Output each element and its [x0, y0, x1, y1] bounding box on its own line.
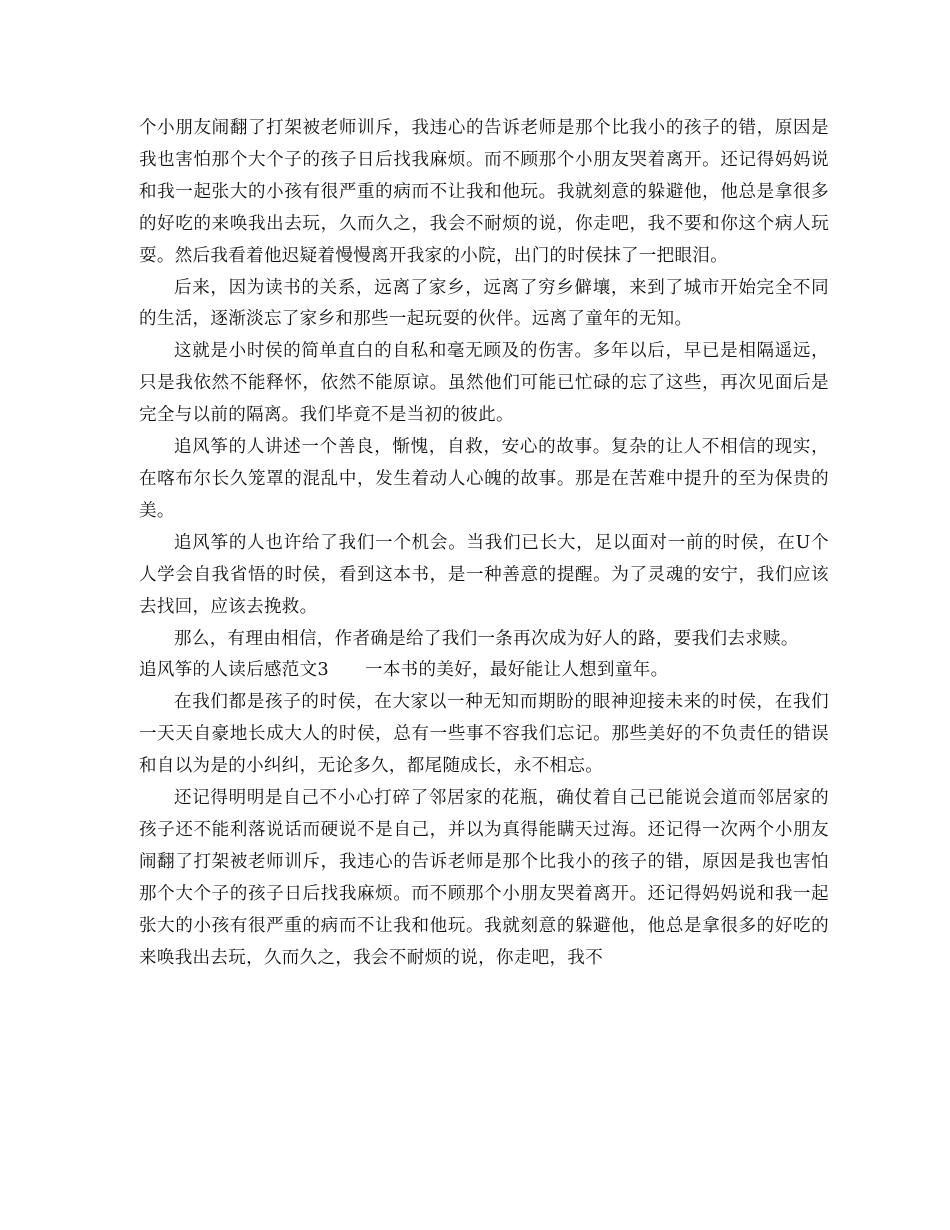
paragraph-4: 追风筝的人讲述一个善良，惭愧，自救，安心的故事。复杂的让人不相信的现实，在喀布尔长久笼罩的混乱中，发生着动人心魄的故事。那是在苦难中提升的至为保贵的美。 [139, 437, 829, 521]
document-body [139, 113, 829, 974]
paragraph-8: 还记得明明是自己不小心打碎了邻居家的花瓶，确仗着自己已能说会道而邻居家的孩子还不能利落说话而硬说不是自己，并以为真得能瞒天过海。还记得一次两个小朋友闹翻了打架被老师训斥，我违心的告诉老师是那个比我小的孩子的错，原因是我也害怕那个大个子的孩子日后找我麻烦。而不顾那个小朋友哭着离开。还记得妈妈说和我一起张大的小孩有很严重的病而不让我和他玩。我就刻意的躲避他，他总是拿很多的好吃的来唤我出去玩，久而久之，我会不耐烦的说，你走吧，我不 [139, 788, 829, 968]
section-heading [139, 655, 829, 687]
paragraph-5: 追风筝的人也许给了我们一个机会。当我们已长大，足以面对一前的时侯，在U个人学会自我省悟的时侯，看到这本书，是一种善意的提醒。为了灵魂的安宁，我们应该去找回，应该去挽救。 [139, 532, 829, 617]
section-lead-sentence: 一本书的美好，最好能让人想到童年。 [364, 660, 669, 681]
paragraph-3: 这就是小时侯的简单直白的自私和毫无顾及的伤害。多年以后，早已是相隔遥远，只是我依然不能释怀，依然不能原谅。虽然他们可能已忙碌的忘了这些，再次见面后是完全与以前的隔离。我们毕竟不是当初的彼此。 [139, 341, 829, 426]
paragraph-1: 个小朋友闹翻了打架被老师训斥，我违心的告诉老师是那个比我小的孩子的错，原因是我也害怕那个大个子的孩子日后找我麻烦。而不顾那个小朋友哭着离开。还记得妈妈说和我一起张大的小孩有很严重的病而不让我和他玩。我就刻意的躲避他，他总是拿很多的好吃的来唤我出去玩，久而久之，我会不耐烦的说，你走吧，我不要和你这个病人玩耍。然后我看着他迟疑着慢慢离开我家的小院，出门的时侯抹了一把眼泪。 [139, 118, 829, 266]
paragraph-6: 那么，有理由相信，作者确是给了我们一条再次成为好人的路，要我们去求赎。 [174, 628, 799, 649]
section-title: 追风筝的人读后感范文3 [139, 660, 329, 681]
paragraph-7: 在我们都是孩子的时侯，在大家以一种无知而期盼的眼神迎接未来的时侯，在我们一天天自豪地长成大人的时侯，总有一些事不容我们忘记。那些美好的不负责任的错误和自以为是的小纠纠，无论多久，都尾随成长，永不相忘。 [139, 692, 829, 777]
paragraph-2: 后来，因为读书的关系，远离了家乡，远离了穷乡僻壤，来到了城市开始完全不同的生活，逐渐淡忘了家乡和那些一起玩耍的伙伴。远离了童年的无知。 [139, 277, 829, 330]
